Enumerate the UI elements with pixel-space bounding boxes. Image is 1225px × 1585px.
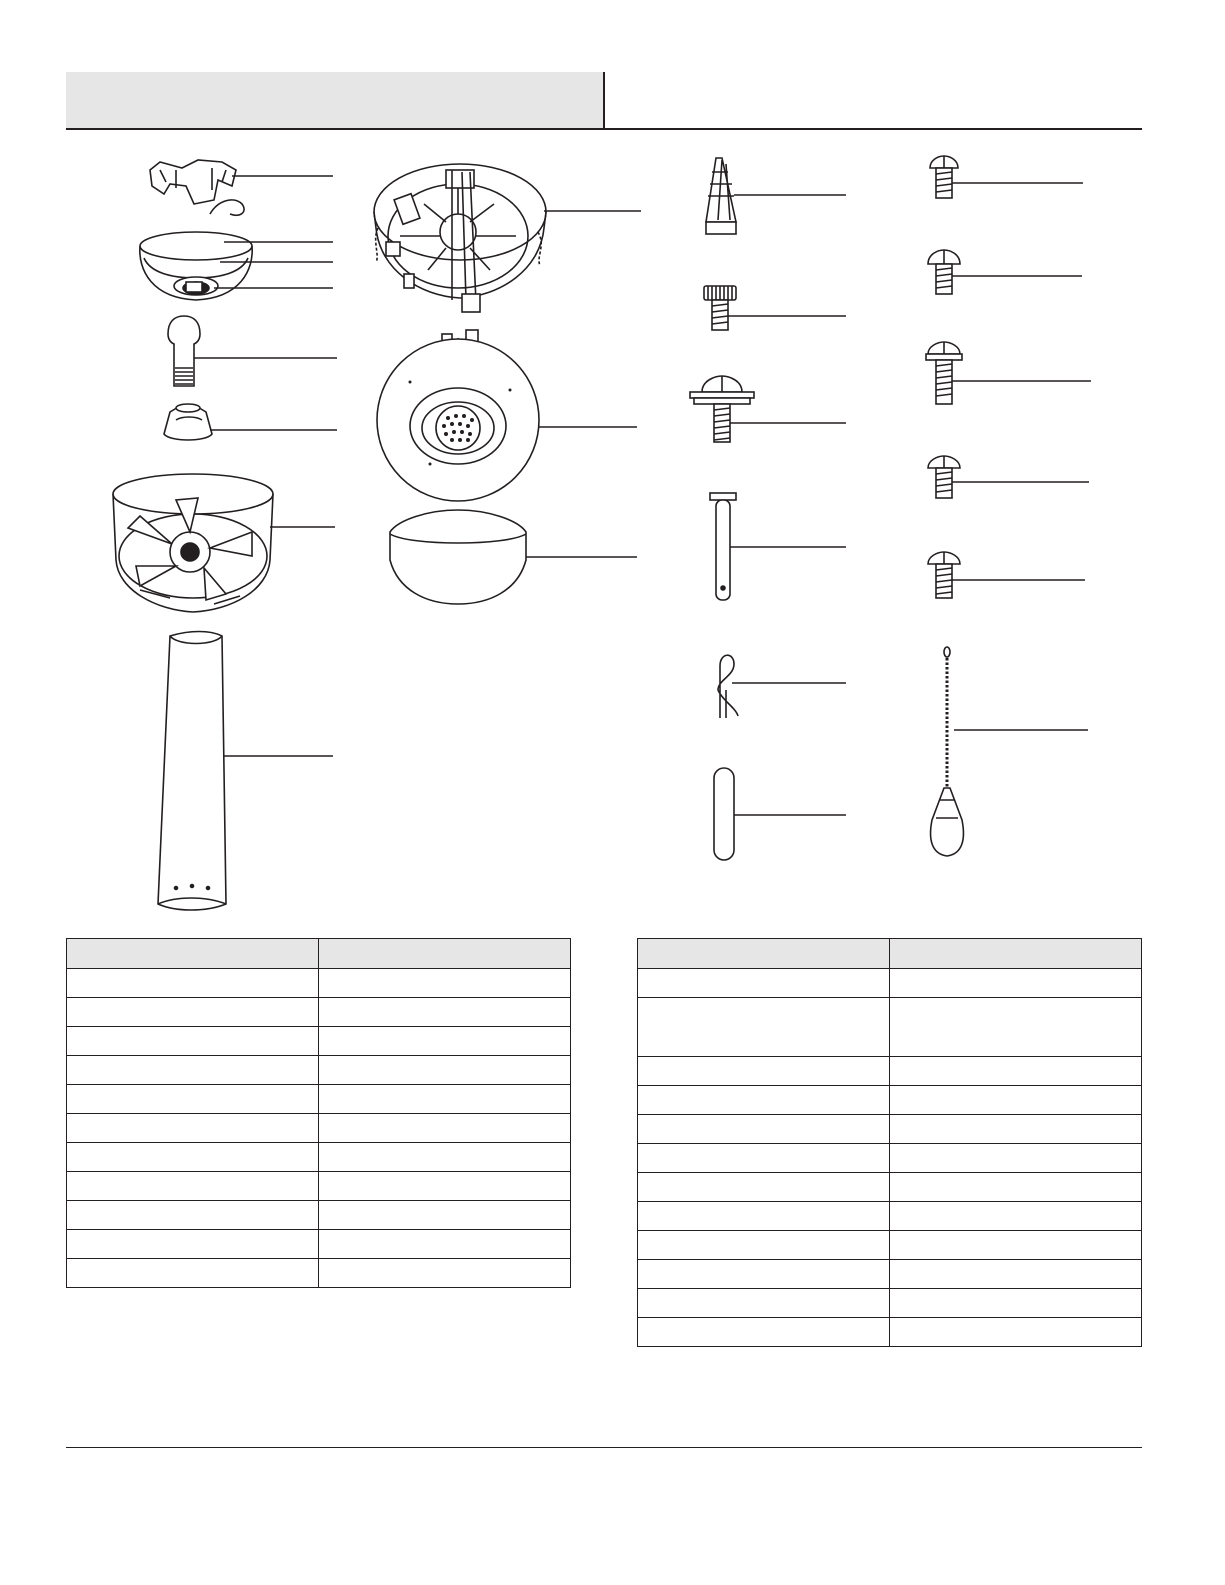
mounting-bracket-drawing bbox=[150, 160, 333, 215]
header-part bbox=[67, 939, 319, 969]
cell-description bbox=[890, 1086, 1142, 1115]
cell-description bbox=[890, 1115, 1142, 1144]
cell-description bbox=[890, 998, 1142, 1057]
cell-part bbox=[67, 1027, 319, 1056]
cell-part bbox=[67, 1056, 319, 1085]
screw-small-drawing bbox=[930, 156, 1083, 198]
cell-part bbox=[67, 1201, 319, 1230]
cell-description bbox=[319, 969, 571, 998]
table-row bbox=[67, 1230, 571, 1259]
cell-part bbox=[638, 1144, 890, 1173]
header-description bbox=[890, 939, 1142, 969]
pin-drawing bbox=[714, 768, 846, 860]
table-header-row bbox=[67, 939, 571, 969]
cell-description bbox=[319, 998, 571, 1027]
cell-description bbox=[890, 1173, 1142, 1202]
cell-description bbox=[319, 1230, 571, 1259]
table-row bbox=[67, 1259, 571, 1288]
switch-housing-drawing bbox=[374, 164, 641, 312]
glass-shade-drawing bbox=[390, 510, 637, 604]
cell-part bbox=[638, 1318, 890, 1347]
cell-part bbox=[638, 969, 890, 998]
parts-table-right bbox=[637, 938, 1142, 1347]
fan-blade-drawing bbox=[158, 632, 333, 911]
cell-part bbox=[67, 1259, 319, 1288]
cell-part bbox=[67, 1114, 319, 1143]
cell-part bbox=[638, 1173, 890, 1202]
screw-large-drawing bbox=[926, 342, 1091, 404]
cell-description bbox=[319, 1027, 571, 1056]
cell-description bbox=[890, 969, 1142, 998]
cell-part bbox=[638, 1289, 890, 1318]
cell-description bbox=[890, 1144, 1142, 1173]
table-row bbox=[638, 1086, 1142, 1115]
screw-medium-drawing bbox=[928, 250, 1082, 294]
cell-description bbox=[319, 1259, 571, 1288]
footer-rule bbox=[66, 1447, 1142, 1448]
cell-description bbox=[319, 1201, 571, 1230]
motor-assembly-drawing bbox=[113, 474, 335, 612]
pull-chain-drawing bbox=[931, 647, 1088, 856]
cell-part bbox=[638, 1115, 890, 1144]
downrod-drawing bbox=[168, 316, 337, 386]
clevis-pin-drawing bbox=[710, 493, 846, 600]
table-row bbox=[67, 1143, 571, 1172]
table-row bbox=[67, 1201, 571, 1230]
table-row bbox=[638, 1260, 1142, 1289]
cell-part bbox=[638, 1086, 890, 1115]
blade-screw-drawing bbox=[690, 376, 846, 442]
table-row bbox=[67, 969, 571, 998]
table-row bbox=[67, 1114, 571, 1143]
table-row bbox=[67, 1085, 571, 1114]
table-row bbox=[67, 998, 571, 1027]
thumb-screw-drawing bbox=[704, 286, 846, 330]
header-part bbox=[638, 939, 890, 969]
cell-part bbox=[638, 1202, 890, 1231]
cell-part bbox=[638, 1057, 890, 1086]
cell-description bbox=[890, 1260, 1142, 1289]
cell-description bbox=[319, 1143, 571, 1172]
cell-description bbox=[319, 1172, 571, 1201]
cell-part bbox=[67, 1230, 319, 1259]
cell-description bbox=[890, 1057, 1142, 1086]
parts-table-left bbox=[66, 938, 571, 1288]
cell-part bbox=[67, 969, 319, 998]
cell-description bbox=[319, 1114, 571, 1143]
table-row bbox=[638, 969, 1142, 998]
cell-description bbox=[319, 1056, 571, 1085]
table-row bbox=[638, 1231, 1142, 1260]
cell-part bbox=[67, 1172, 319, 1201]
canopy-drawing bbox=[140, 232, 333, 300]
cell-part bbox=[638, 1231, 890, 1260]
hairpin-clip-drawing bbox=[718, 655, 846, 718]
cell-description bbox=[890, 1231, 1142, 1260]
wire-connector-drawing bbox=[706, 158, 846, 234]
cell-part bbox=[67, 1085, 319, 1114]
table-row bbox=[67, 1056, 571, 1085]
cell-description bbox=[890, 1318, 1142, 1347]
table-row bbox=[638, 1318, 1142, 1347]
screw-light-drawing bbox=[928, 552, 1085, 598]
table-row bbox=[638, 1057, 1142, 1086]
screw-short-drawing bbox=[928, 456, 1089, 498]
cell-description bbox=[890, 1289, 1142, 1318]
table-row bbox=[638, 998, 1142, 1057]
table-header-row bbox=[638, 939, 1142, 969]
table-row bbox=[638, 1173, 1142, 1202]
table-row bbox=[638, 1115, 1142, 1144]
light-kit-plate-drawing bbox=[377, 330, 637, 501]
table-row bbox=[638, 1202, 1142, 1231]
cell-part bbox=[638, 998, 890, 1057]
table-row bbox=[67, 1172, 571, 1201]
cell-description bbox=[319, 1085, 571, 1114]
cell-part bbox=[67, 1143, 319, 1172]
header-description bbox=[319, 939, 571, 969]
cell-description bbox=[890, 1202, 1142, 1231]
cell-part bbox=[638, 1260, 890, 1289]
table-row bbox=[638, 1289, 1142, 1318]
table-row bbox=[638, 1144, 1142, 1173]
table-row bbox=[67, 1027, 571, 1056]
coupling-cover-drawing bbox=[164, 404, 337, 440]
cell-part bbox=[67, 998, 319, 1027]
